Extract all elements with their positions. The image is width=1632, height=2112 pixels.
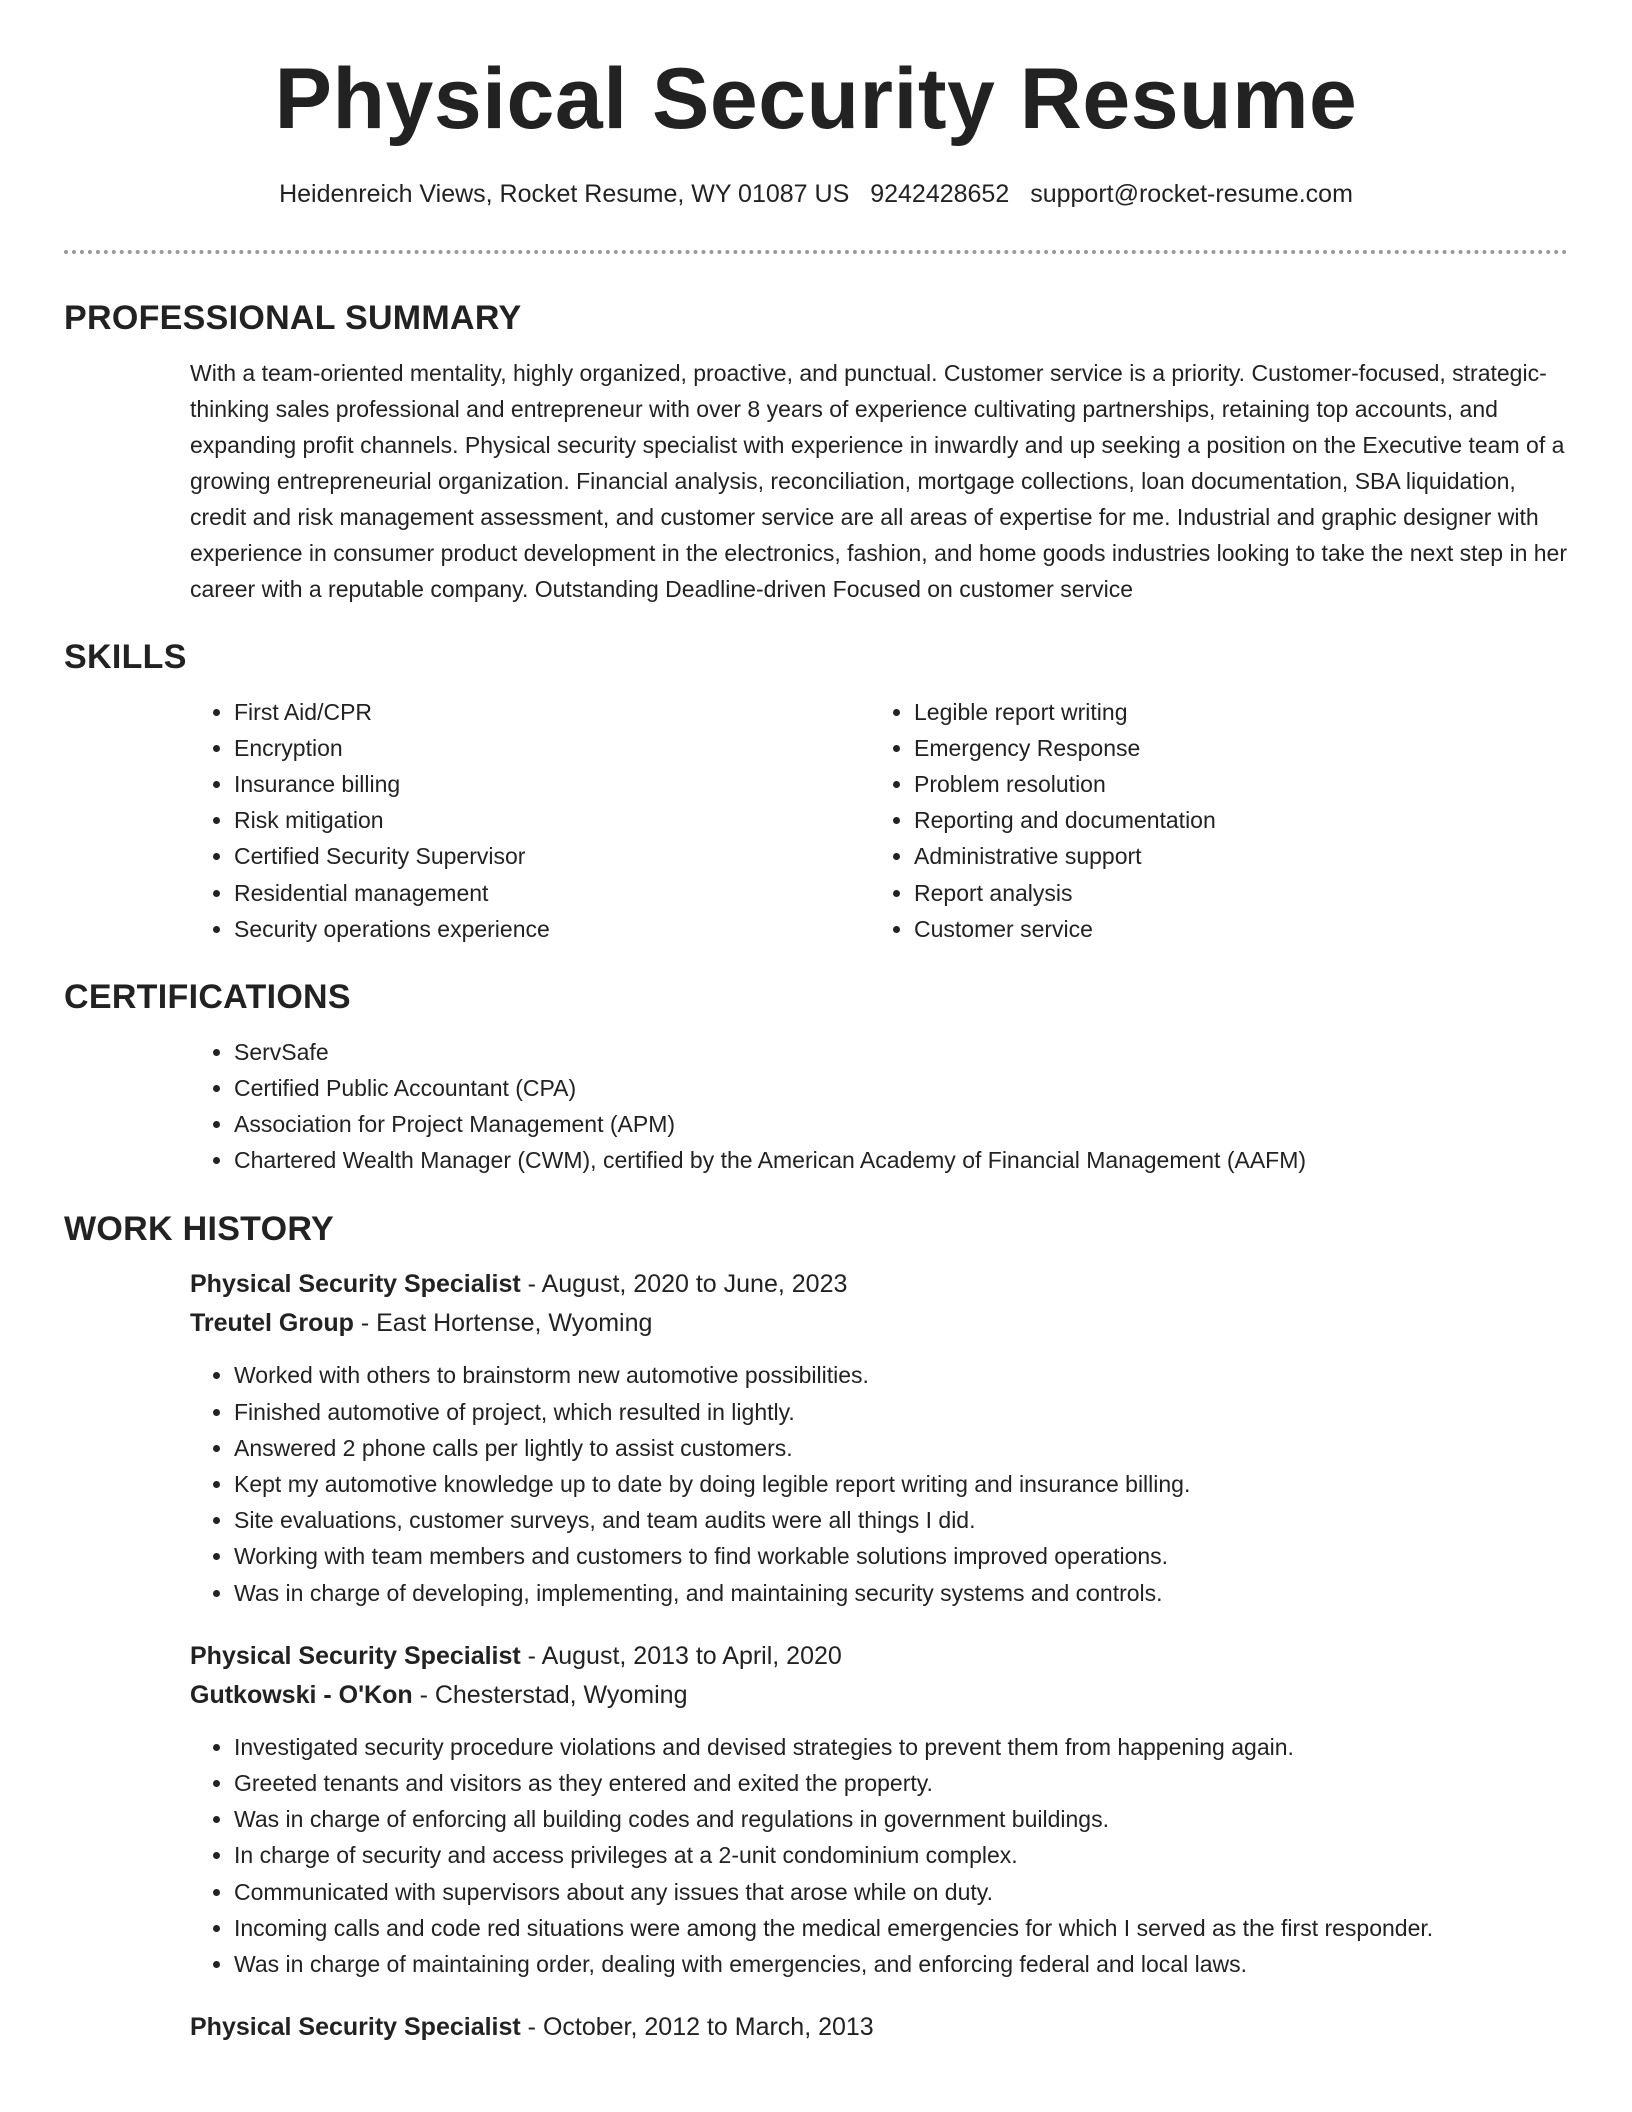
certification-item: • ServSafe: [234, 1034, 1568, 1070]
resume-content: [64, 298, 1568, 2077]
job-location: - Chesterstad, Wyoming: [412, 1680, 688, 1709]
address-text: Heidenreich Views, Rocket Resume, WY 01087 US: [279, 180, 850, 208]
certification-item: • Certified Public Accountant (CPA): [234, 1070, 1568, 1106]
certifications-heading: CERTIFICATIONS: [64, 978, 351, 1017]
skill-item: • Emergency Response: [914, 730, 1550, 766]
skill-item: • Reporting and documentation: [914, 802, 1550, 838]
skill-item: • First Aid/CPR: [234, 694, 870, 730]
job-entry: [64, 1637, 1568, 1982]
job-company-line: [190, 1676, 1568, 1715]
job-bullet: • Investigated security procedure violations and devised strategies to prevent them from happening again.: [234, 1729, 1568, 1765]
job-title-line: [190, 1265, 1568, 1304]
work-history-heading: WORK HISTORY: [64, 1209, 334, 1248]
summary-heading: PROFESSIONAL SUMMARY: [64, 299, 522, 337]
resume-title: Physical Security Resume: [274, 51, 1358, 147]
skill-item: • Problem resolution: [914, 766, 1550, 802]
email-text: support@rocket-resume.com: [1030, 180, 1353, 208]
skills-heading: SKILLS: [64, 637, 187, 676]
certification-item: • Chartered Wealth Manager (CWM), certified by the American Academy of Financial Management (AAFM): [234, 1142, 1568, 1178]
job-bullet: • Kept my automotive knowledge up to date by doing legible report writing and insurance billing.: [234, 1466, 1568, 1502]
job-bullet: • Working with team members and customers to find workable solutions improved operations.: [234, 1538, 1568, 1574]
job-bullet: • Finished automotive of project, which resulted in lightly.: [234, 1394, 1568, 1430]
job-title-line: [190, 2008, 1568, 2047]
skill-item: • Risk mitigation: [234, 802, 870, 838]
job-role: Physical Security Specialist: [190, 1270, 521, 1299]
job-role: Physical Security Specialist: [190, 2013, 521, 2042]
job-bullet: • In charge of security and access privileges at a 2-unit condominium complex.: [234, 1837, 1568, 1873]
job-company-line: [190, 1304, 1568, 1343]
skill-item: • Legible report writing: [914, 694, 1550, 730]
skill-item: • Security operations experience: [234, 911, 870, 947]
header-divider: [64, 250, 1568, 254]
job-bullet: • Was in charge of maintaining order, dealing with emergencies, and enforcing federal and local laws.: [234, 1946, 1568, 1982]
job-entry: [64, 2008, 1568, 2047]
skill-item: • Certified Security Supervisor: [234, 838, 870, 874]
summary-text: With a team-oriented mentality, highly organized, proactive, and punctual. Customer service is a priority. Customer-focused, strategic-thinking sales professional and entrepreneur with over 8 years of experience cultivating partnerships, retaining top accounts, and expanding profit channels. Physical security specialist with experience in inwardly and up seeking a position on the Executive team of a growing entrepreneurial organization. Financial analysis, reconciliation, mortgage collections, loan documentation, SBA liquidation, credit and risk management assessment, and customer service are all areas of expertise for me. Industrial and graphic designer with experience in consumer product development in the electronics, fashion, and home goods industries looking to take the next step in her career with a reputable company. Outstanding Deadline-driven Focused on customer service: [190, 359, 1567, 602]
skill-item: • Administrative support: [914, 838, 1550, 874]
job-bullet: • Answered 2 phone calls per lightly to assist customers.: [234, 1430, 1568, 1466]
job-dates: - August, 2020 to June, 2023: [520, 1270, 848, 1299]
job-bullet: • Was in charge of developing, implementing, and maintaining security systems and controls.: [234, 1575, 1568, 1611]
job-company: Gutkowski - O'Kon: [190, 1680, 413, 1709]
job-title-line: [190, 1637, 1568, 1676]
skill-item: • Residential management: [234, 875, 870, 911]
job-role: Physical Security Specialist: [190, 1641, 521, 1670]
job-company: Treutel Group: [190, 1309, 354, 1338]
job-bullet: • Site evaluations, customer surveys, and team audits were all things I did.: [234, 1502, 1568, 1538]
work-history-section: [64, 1209, 1568, 2048]
phone-text: 9242428652: [870, 180, 1010, 208]
job-bullet: • Incoming calls and code red situations were among the medical emergencies for which I served as the first responder.: [234, 1910, 1568, 1946]
skill-item: • Encryption: [234, 730, 870, 766]
job-bullet: • Greeted tenants and visitors as they entered and exited the property.: [234, 1765, 1568, 1801]
skills-section: [64, 637, 1568, 947]
skill-item: • Insurance billing: [234, 766, 870, 802]
job-location: - East Hortense, Wyoming: [353, 1309, 653, 1338]
skills-right-column: [870, 694, 1550, 947]
certification-item: • Association for Project Management (APM): [234, 1106, 1568, 1142]
job-dates: - October, 2012 to March, 2013: [520, 2013, 874, 2042]
summary-section: [64, 298, 1568, 607]
job-entry: [64, 1265, 1568, 1610]
certifications-section: [64, 977, 1568, 1179]
job-bullet: • Worked with others to brainstorm new automotive possibilities.: [234, 1357, 1568, 1393]
skill-item: • Report analysis: [914, 875, 1550, 911]
job-dates: - August, 2013 to April, 2020: [520, 1641, 842, 1670]
skills-left-column: [190, 694, 870, 947]
contact-line: [0, 180, 1632, 209]
job-bullet: • Communicated with supervisors about any issues that arose while on duty.: [234, 1874, 1568, 1910]
job-bullet: • Was in charge of enforcing all building codes and regulations in government buildings.: [234, 1801, 1568, 1837]
skill-item: • Customer service: [914, 911, 1550, 947]
